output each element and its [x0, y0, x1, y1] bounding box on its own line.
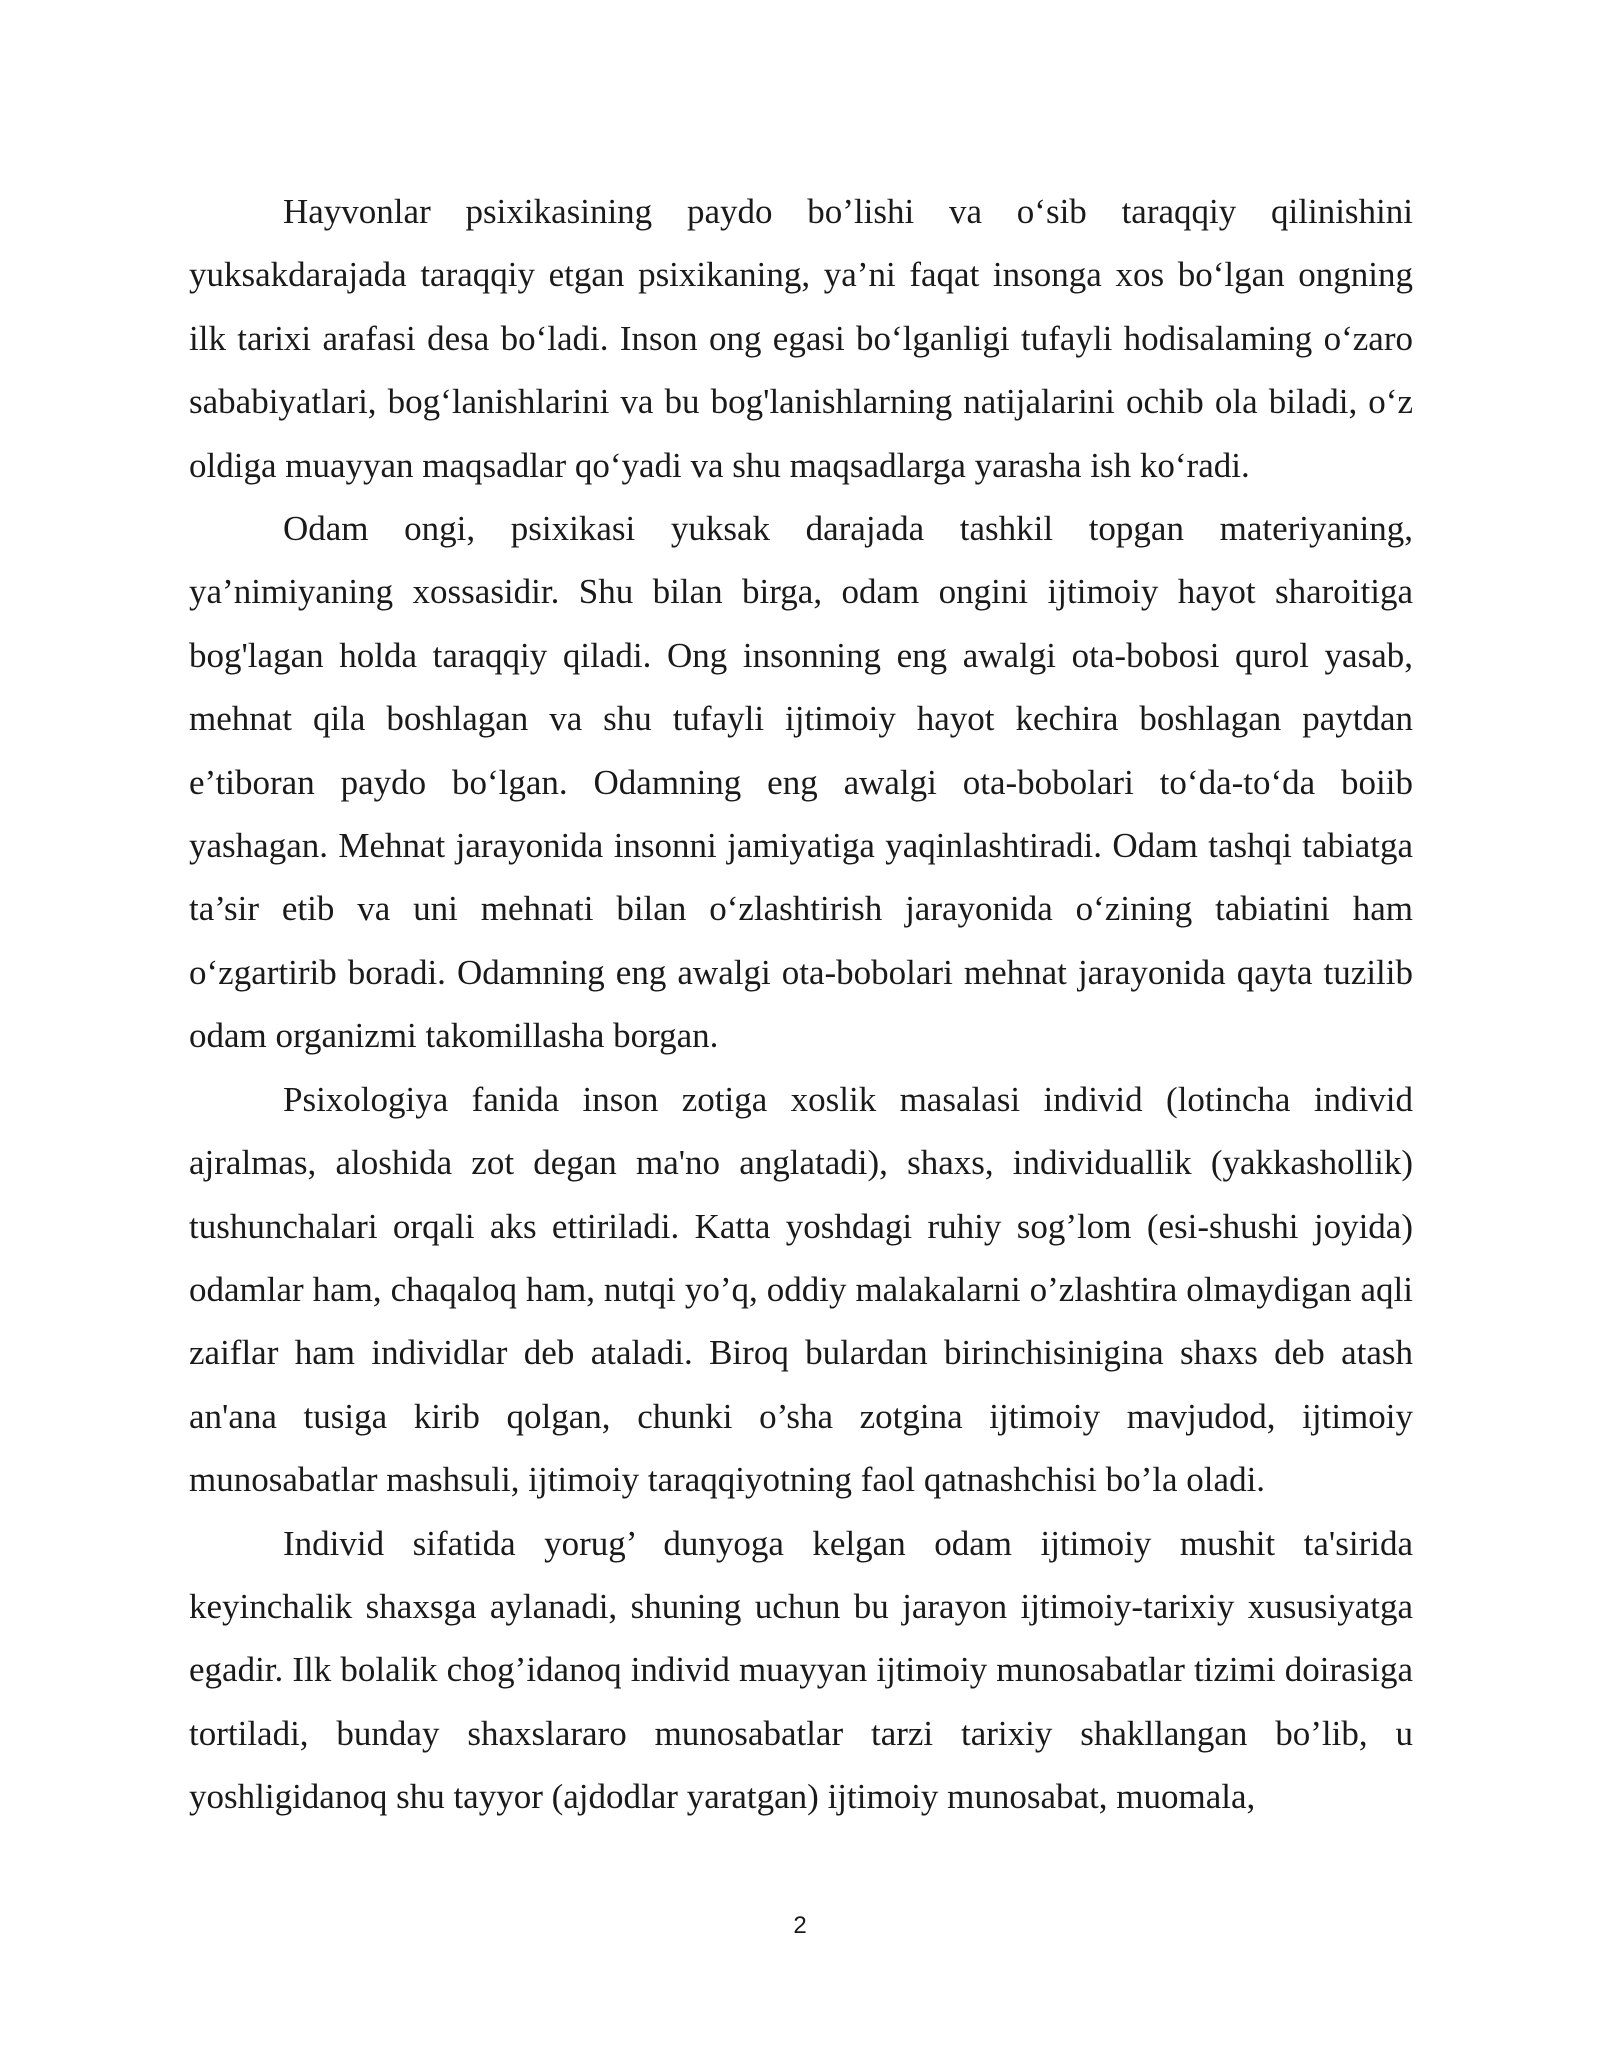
paragraph-3: Psixologiya fanida inson zotiga xoslik masalasi individ (lotincha individ ajralmas, aloshida zot degan ma'no anglatadi), shaxs, individuallik (yakkashollik) tushunchalari orqali aks ettiriladi. Katta yoshdagi ruhiy sog’lom (esi-shushi joyida) odamlar ham, chaqaloq ham, nutqi yo’q, oddiy malakalarni o’zlashtira olmaydigan aqli zaiflar ham individlar deb ataladi. Biroq bulardan birinchisinigina shaxs deb atash an'ana tusiga kirib qolgan, chunki o’sha zotgina ijtimoiy mavjudod, ijtimoiy munosabatlar mashsuli, ijtimoiy taraqqiyotning faol qatnashchisi bo’la oladi.	[189, 1079, 1413, 1500]
document-body	[189, 180, 1413, 1829]
page-number: 2	[793, 1912, 807, 1939]
paragraph-4: Individ sifatida yorug’ dunyoga kelgan odam ijtimoiy mushit ta'sirida keyinchalik shaxsga aylanadi, shuning uchun bu jarayon ijtimoiy-tarixiy xususiyatga egadir. Ilk bolalik chog’idanoq individ muayyan ijtimoiy munosabatlar tizimi doirasiga tortiladi, bunday shaxslararo munosabatlar tarzi tarixiy shakllangan bo’lib, u yoshligidanoq shu tayyor (ajdodlar yaratgan) ijtimoiy munosabat, muomala,	[189, 1523, 1413, 1817]
paragraph-1: Hayvonlar psixikasining paydo bo’lishi va o‘sib taraqqiy qilinishini yuksakdarajada taraqqiy etgan psixikaning, ya’ni faqat insonga xos bo‘lgan ongning ilk tarixi arafasi desa bo‘ladi. Inson ong egasi bo‘lganligi tufayli hodisalaming o‘zaro sababiyatlari, bog‘lanishlarini va bu bog'lanishlarning natijalarini ochib ola biladi, o‘z oldiga muayyan maqsadlar qo‘yadi va shu maqsadlarga yarasha ish ko‘radi.	[189, 192, 1413, 485]
paragraph-2: Odam ongi, psixikasi yuksak darajada tashkil topgan materiyaning, ya’nimiyaning xossasidir. Shu bilan birga, odam ongini ijtimoiy hayot sharoitiga bog'lagan holda taraqqiy qiladi. Ong insonning eng awalgi ota-bobosi qurol yasab, mehnat qila boshlagan va shu tufayli ijtimoiy hayot kechira boshlagan paytdan e’tiboran paydo bo‘lgan. Odamning eng awalgi ota-bobolari to‘da-to‘da boiib yashagan. Mehnat jarayonida insonni jamiyatiga yaqinlashtiradi. Odam tashqi tabiatga ta’sir etib va uni mehnati bilan o‘zlashtirish jarayonida o‘zining tabiatini ham o‘zgartirib boradi. Odamning eng awalgi ota-bobolari mehnat jarayonida qayta tuzilib odam organizmi takomillasha borgan.	[189, 509, 1413, 1056]
